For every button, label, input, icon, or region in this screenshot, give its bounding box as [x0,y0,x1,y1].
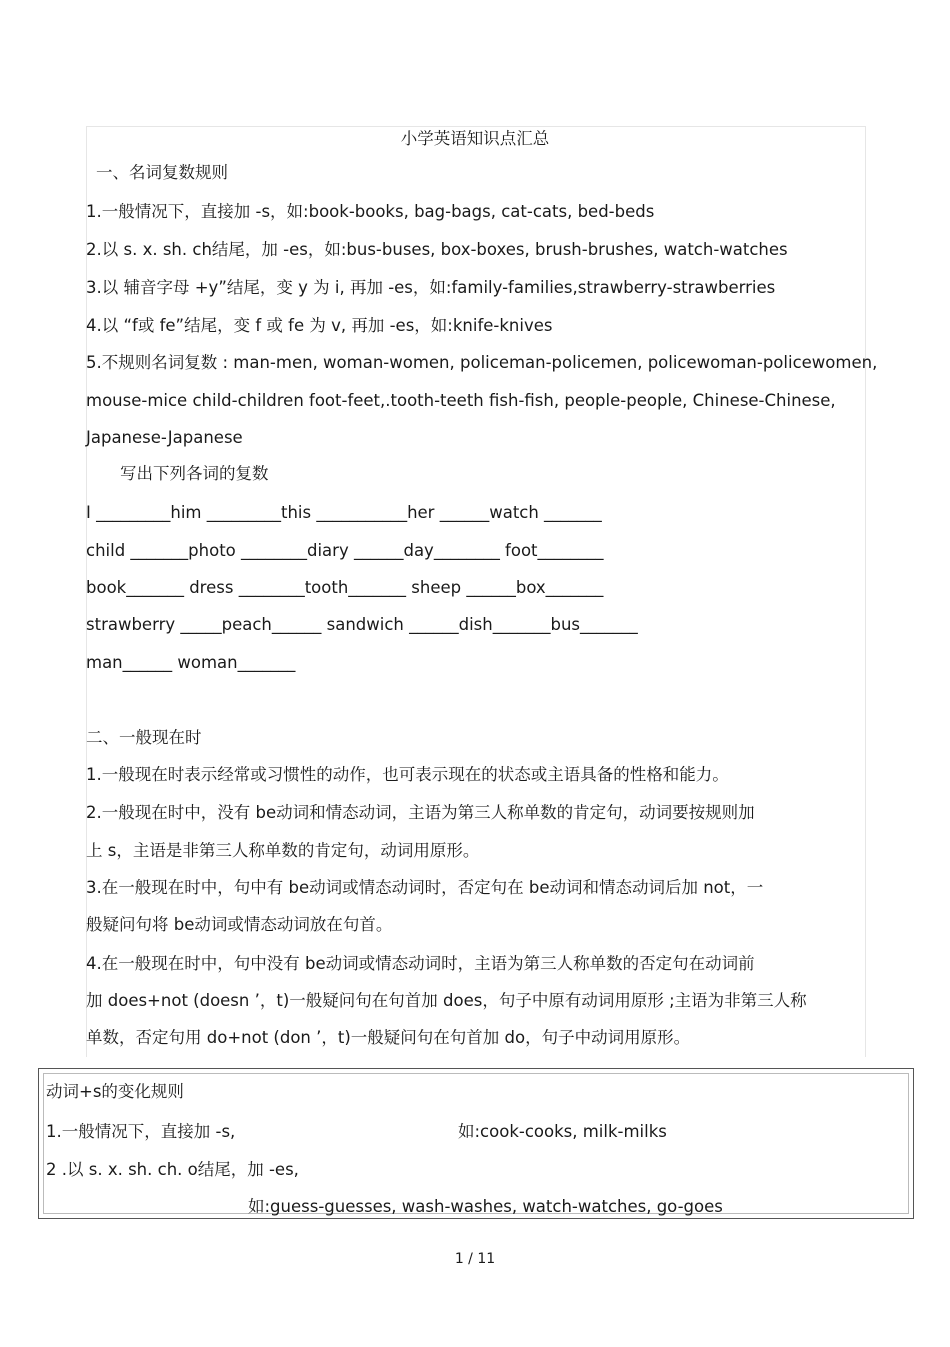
rule-2: 2.以 s. x. sh. ch结尾，加 -es，如:bus-buses, box-boxes, brush-brushes, watch-watches [86,240,788,259]
verb-rule-1-left: 1.一般情况下，直接加 -s, [46,1122,236,1141]
exercise-line: strawberry _____peach______ sandwich ______dish_______bus_______ [86,615,638,634]
section2-heading: 二、一般现在时 [86,728,202,747]
exercise-line: I _________him _________this ___________her ______watch _______ [86,503,602,522]
verb-rule-2-left: 2 .以 s. x. sh. ch. o结尾，加 -es, [46,1160,299,1179]
verb-rule-2-right: 如:guess-guesses, wash-washes, watch-watches, go-goes [248,1197,723,1216]
verb-rules-box [38,1068,914,1219]
rule-1: 1.一般情况下，直接加 -s，如:book-books, bag-bags, cat-cats, bed-beds [86,202,655,221]
section2-line: 上 s，主语是非第三人称单数的肯定句，动词用原形。 [86,841,480,860]
verb-rule-1-right: 如:cook-cooks, milk-milks [458,1122,667,1141]
section2-line: 般疑问句将 be动词或情态动词放在句首。 [86,915,393,934]
exercise-line: child _______photo ________diary ______day________ foot________ [86,541,604,560]
section2-line: 3.在一般现在时中，句中有 be动词或情态动词时，否定句在 be动词和情态动词后加 not，一 [86,878,764,897]
section1-heading: 一、名词复数规则 [96,163,228,182]
section2-line: 单数，否定句用 do+not (don ’，t)一般疑问句在句首加 do，句子中动词用原形。 [86,1028,691,1047]
rule-5-cont2: Japanese-Japanese [86,428,243,447]
exercise-heading: 写出下列各词的复数 [120,464,269,483]
rule-4: 4.以 “f或 fe”结尾，变 f 或 fe 为 v, 再加 -es，如:knife-knives [86,316,553,335]
rule-5: 5.不规则名词复数 : man-men, woman-women, policeman-policemen, policewoman-policewomen, [86,353,878,372]
exercise-line: book_______ dress ________tooth_______ sheep ______box_______ [86,578,604,597]
section2-line: 2.一般现在时中，没有 be动词和情态动词，主语为第三人称单数的肯定句，动词要按规则加 [86,803,755,822]
section2-line: 4.在一般现在时中，句中没有 be动词或情态动词时，主语为第三人称单数的否定句在动词前 [86,954,755,973]
section2-line: 加 does+not (doesn ’，t)一般疑问句在句首加 does，句子中原有动词用原形 ;主语为非第三人称 [86,991,807,1010]
exercise-line: man______ woman_______ [86,653,296,672]
section2-line: 1.一般现在时表示经常或习惯性的动作，也可表示现在的状态或主语具备的性格和能力。 [86,765,729,784]
verb-box-heading: 动词+s的变化规则 [46,1082,184,1101]
rule-3: 3.以 辅音字母 +y”结尾，变 y 为 i, 再加 -es，如:family-families,strawberry-strawberries [86,278,776,297]
page-title: 小学英语知识点汇总 [400,129,550,148]
rule-5-cont: mouse-mice child-children foot-feet,.tooth-teeth fish-fish, people-people, Chinese-Chinese, [86,391,836,410]
page-number: 1 / 11 [454,1251,496,1267]
